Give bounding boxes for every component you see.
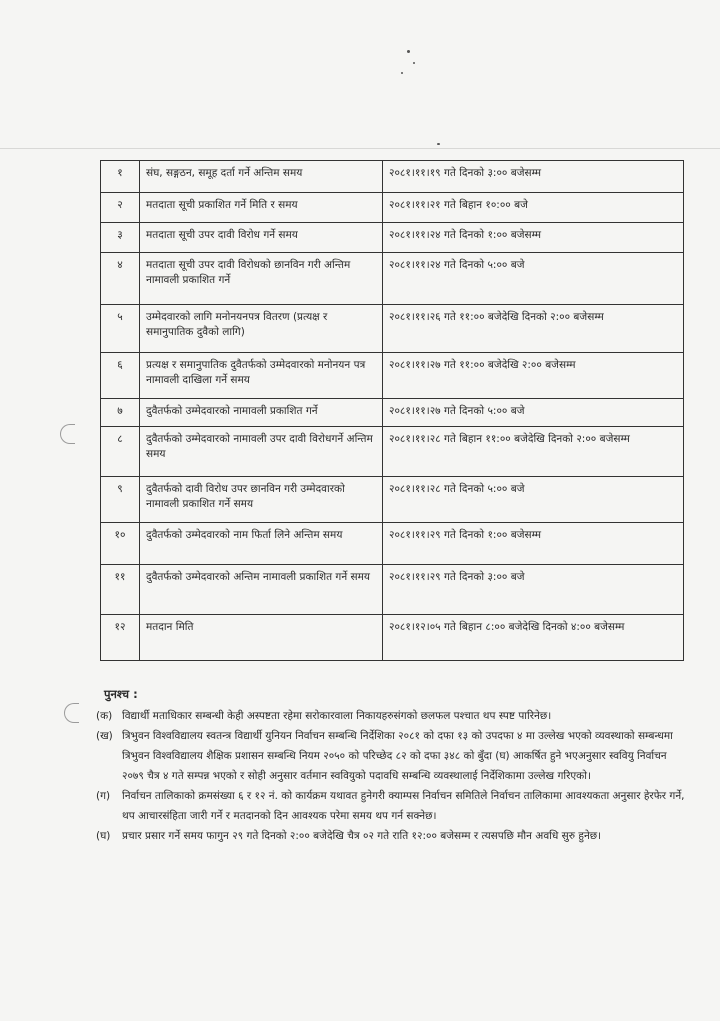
scan-speck: [413, 62, 415, 64]
note-item: [96, 726, 686, 786]
table-row: [101, 223, 684, 253]
note-text: प्रचार प्रसार गर्ने समय फागुन २९ गते दिनको २:०० बजेदेखि चैत्र ०२ गते राति १२:०० बजेसम्म र त्यसपछि मौन अवधि सुरु हुनेछ।: [122, 830, 602, 842]
table-row: [101, 477, 684, 523]
row-event: मतदाता सूची उपर दावी विरोधको छानविन गरी अन्तिम नामावली प्रकाशित गर्ने: [140, 253, 383, 305]
row-time: २०८१।११।२९ गते दिनको १:०० बजेसम्म: [383, 523, 684, 565]
postscript-notes: [96, 684, 686, 846]
scan-fold-line: [0, 148, 720, 149]
row-time: २०८१।११।२८ गते दिनको ५:०० बजे: [383, 477, 684, 523]
row-time: २०८१।११।२७ गते दिनको ५:०० बजे: [383, 399, 684, 427]
row-number: ५: [101, 305, 140, 353]
row-time: २०८१।११।२४ गते दिनको ५:०० बजे: [383, 253, 684, 305]
table-row: [101, 427, 684, 477]
row-number: ७: [101, 399, 140, 427]
note-item: [96, 826, 686, 846]
row-number: ८: [101, 427, 140, 477]
row-number: १: [101, 161, 140, 193]
row-number: १२: [101, 615, 140, 661]
row-event: मतदाता सूची उपर दावी विरोध गर्ने समय: [140, 223, 383, 253]
row-event: प्रत्यक्ष र समानुपातिक दुवैतर्फको उम्मेदवारको मनोनयन पत्र नामावली दाखिला गर्ने समय: [140, 353, 383, 399]
row-number: ३: [101, 223, 140, 253]
note-item: [96, 706, 686, 726]
punch-hole-mark: [60, 424, 75, 444]
row-time: २०८१।११।२७ गते ११:०० बजेदेखि २:०० बजेसम्म: [383, 353, 684, 399]
row-event: मतदाता सूची प्रकाशित गर्ने मिति र समय: [140, 193, 383, 223]
note-text: निर्वाचन तालिकाको क्रमसंख्या ६ र १२ नं. को कार्यक्रम यथावत हुनेगरी क्याम्पस निर्वाचन समितिले निर्वाचन तालिकामा आवश्यकता अनुसार हेरफेर गर्ने, थप आचारसंहिता जारी गर्ने र मतदानको दिन आवश्यक परेमा समय थप गर्न सक्नेछ।: [122, 790, 685, 822]
row-event: मतदान मिति: [140, 615, 383, 661]
row-number: ४: [101, 253, 140, 305]
table-row: [101, 193, 684, 223]
row-time: २०८१।११।२९ गते दिनको ३:०० बजे: [383, 565, 684, 615]
note-text: विद्यार्थी मताधिकार सम्बन्धी केही अस्पष्टता रहेमा सरोकारवाला निकायहरुसंगको छलफल पश्चात थप स्पष्ट पारिनेछ।: [122, 710, 552, 722]
note-marker: (ख): [96, 730, 113, 742]
table-row: [101, 305, 684, 353]
row-event: संघ, सङ्गठन, समूह दर्ता गर्ने अन्तिम समय: [140, 161, 383, 193]
row-event: दुवैतर्फको उम्मेदवारको नामावली प्रकाशित गर्ने: [140, 399, 383, 427]
election-schedule-table: [100, 160, 684, 661]
row-time: २०८१।१२।०५ गते बिहान ८:०० बजेदेखि दिनको ४:०० बजेसम्म: [383, 615, 684, 661]
postscript-title: पुनश्च :: [104, 687, 138, 701]
note-marker: (ग): [96, 790, 111, 802]
punch-hole-mark: [64, 703, 79, 723]
row-number: २: [101, 193, 140, 223]
table-row: [101, 253, 684, 305]
row-event: दुवैतर्फको उम्मेदवारको नामावली उपर दावी विरोधगर्ने अन्तिम समय: [140, 427, 383, 477]
scan-speck: [437, 143, 440, 145]
row-event: उम्मेदवारको लागि मनोनयनपत्र वितरण (प्रत्यक्ष र समानुपातिक दुवैको लागि): [140, 305, 383, 353]
scan-speck: [407, 50, 410, 53]
table-row: [101, 523, 684, 565]
row-event: दुवैतर्फको उम्मेदवारको अन्तिम नामावली प्रकाशित गर्ने समय: [140, 565, 383, 615]
row-number: ९: [101, 477, 140, 523]
row-time: २०८१।११।१९ गते दिनको ३:०० बजेसम्म: [383, 161, 684, 193]
row-number: ६: [101, 353, 140, 399]
note-marker: (घ): [96, 830, 111, 842]
row-event: दुवैतर्फको दावी विरोध उपर छानविन गरी उम्मेदवारको नामावली प्रकाशित गर्ने समय: [140, 477, 383, 523]
table-row: [101, 161, 684, 193]
row-number: १०: [101, 523, 140, 565]
table-row: [101, 615, 684, 661]
table-row: [101, 353, 684, 399]
row-event: दुवैतर्फको उम्मेदवारको नाम फिर्ता लिने अन्तिम समय: [140, 523, 383, 565]
note-text: त्रिभुवन विश्वविद्यालय स्वतन्त्र विद्यार्थी युनियन निर्वाचन सम्बन्धि निर्देशिका २०८१ को दफा १३ को उपदफा ४ मा उल्लेख भएको व्यवस्थाको सम्बन्धमा त्रिभुवन विश्वविद्यालय शैक्षिक प्रशासन सम्बन्धि नियम २०५० को परिच्छेद ८२ को दफा ३४८ को बुँदा (घ) आकर्षित हुने भएअनुसार स्ववियु निर्वाचन २०७९ चैत्र ४ गते सम्पन्न भएको र सोही अनुसार वर्तमान स्ववियुको पदावधि सम्बन्धि व्यवस्थालाई निर्देशिकामा उल्लेख गरिएको।: [122, 730, 673, 782]
scan-speck: [401, 72, 403, 74]
row-time: २०८१।११।२४ गते दिनको १:०० बजेसम्म: [383, 223, 684, 253]
row-time: २०८१।११।२६ गते ११:०० बजेदेखि दिनको २:०० बजेसम्म: [383, 305, 684, 353]
table-row: [101, 399, 684, 427]
table-row: [101, 565, 684, 615]
row-number: ११: [101, 565, 140, 615]
note-marker: (क): [96, 710, 113, 722]
row-time: २०८१।११।२८ गते बिहान ११:०० बजेदेखि दिनको २:०० बजेसम्म: [383, 427, 684, 477]
row-time: २०८१।११।२१ गते बिहान १०:०० बजे: [383, 193, 684, 223]
note-item: [96, 786, 686, 826]
